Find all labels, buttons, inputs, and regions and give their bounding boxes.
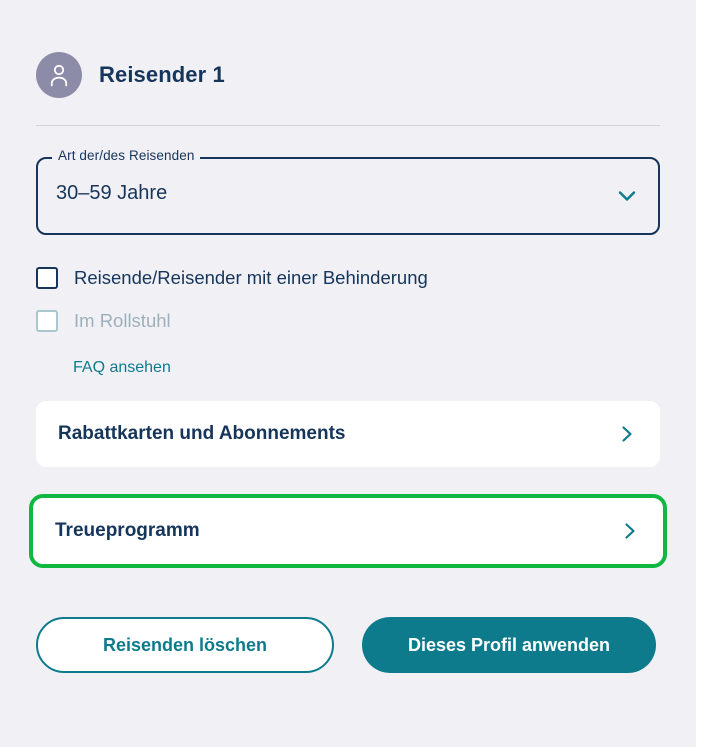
checkbox-label-wheelchair: Im Rollstuhl xyxy=(74,310,171,331)
apply-profile-button[interactable]: Dieses Profil anwenden xyxy=(362,617,656,673)
card-loyalty-program[interactable] xyxy=(33,498,663,564)
checkbox-row-wheelchair[interactable] xyxy=(36,310,660,332)
header-divider xyxy=(36,125,660,126)
profile-header xyxy=(36,0,660,98)
checkbox-row-disability[interactable] xyxy=(36,267,660,289)
checkbox-wheelchair[interactable] xyxy=(36,310,58,332)
person-icon xyxy=(47,62,71,88)
card-label-loyalty-program: Treueprogramm xyxy=(55,520,200,541)
chevron-right-icon xyxy=(618,425,636,443)
footer-actions xyxy=(36,617,660,673)
checkbox-label-disability: Reisende/Reisender mit einer Behinderung xyxy=(74,267,428,288)
page-title: Reisender 1 xyxy=(99,62,225,87)
delete-traveller-button[interactable]: Reisenden löschen xyxy=(36,617,334,673)
card-discount-cards[interactable] xyxy=(36,401,660,467)
faq-link[interactable]: FAQ ansehen xyxy=(73,359,171,376)
chevron-down-icon[interactable] xyxy=(616,185,638,207)
card-label-discount-cards: Rabattkarten und Abonnements xyxy=(58,423,346,444)
traveller-type-select[interactable] xyxy=(36,148,660,235)
right-edge-strip xyxy=(696,0,706,747)
avatar xyxy=(36,52,82,98)
checkbox-disability[interactable] xyxy=(36,267,58,289)
traveller-type-value: 30–59 Jahre xyxy=(56,182,168,204)
traveller-type-legend: Art der/des Reisenden xyxy=(52,148,200,163)
chevron-right-icon xyxy=(621,522,639,540)
